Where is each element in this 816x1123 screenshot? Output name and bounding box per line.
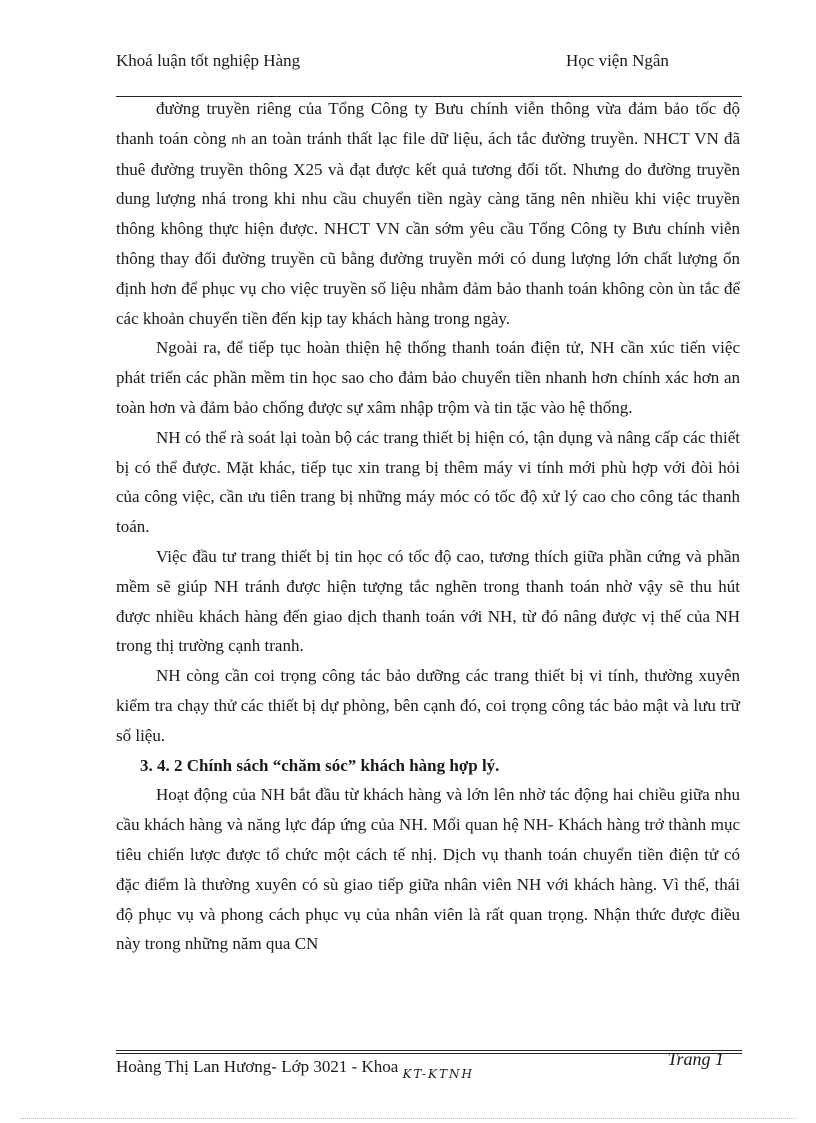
paragraph-3: NH có thể rà soát lại toàn bộ các trang thiết bị hiện có, tận dụng và nâng cấp các thiết bị có thể được. Mặt khác, tiếp tục xin trang bị thêm máy vi tính mới phù hợp với đòi hỏi của công việc, cần ưu tiên trang bị những máy móc có tốc độ xử lý cao cho công tác thanh toán.: [116, 427, 740, 537]
paragraph-5: NH còng cần coi trọng công tác bảo dưỡng các trang thiết bị vi tính, thường xuyên kiểm tra chạy thử các thiết bị dự phòng, bên cạnh đó, coi trọng công tác bảo mật và lưu trữ số liệu.: [116, 666, 740, 745]
paragraph-1-small-text: nh: [231, 131, 247, 147]
paragraph-1-part-a: đường truyền riêng của Tổng Công ty Bưu chính viễn thông vừa đảm bảo tốc độ thanh toán còng: [116, 99, 740, 148]
paragraph-1-part-b: an toàn tránh thất lạc file dữ liệu, ách tắc đường truyền. NHCT VN đã thuê đường truyền thông X25 và đạt được kết quả tương đối tốt. Nhưng do đường truyền dung lượng nhá trong khi nhu cầu chuyển tiền ngày càng tăng nên nhiều khi việc truyền thông không thực hiện được. NHCT VN cần sớm yêu cầu Tổng Công ty Bưu chính viễn thông thay đổi đường truyền cũ bằng đường truyền mới có dung lượng lớn chất lượng ổn định hơn để phục vụ cho việc truyền số liệu nhằm đảm bảo thanh toán không còn ùn tắc để các khoản chuyển tiền đến kịp tay khách hàng trong ngày.: [116, 128, 740, 328]
header-institution: Học viện Ngân: [566, 51, 669, 70]
page-bottom-dotted-line: [20, 1118, 796, 1119]
paragraph-6: Hoạt động của NH bắt đầu từ khách hàng và lớn lên nhờ tác động hai chiều giữa nhu cầu khách hàng và năng lực đáp ứng của NH. Mối quan hệ NH- Khách hàng trở thành mục tiêu chiến lược được tổ chức một cách tế nhị. Dịch vụ thanh toán chuyển tiền điện tử có đặc điểm là thường xuyên có sù giao tiếp giữa nhân viên NH với khách hàng. Vì thế, thái độ phục vụ và phong cách phục vụ của nhân viên là rất quan trọng. Nhận thức được điều này trong những năm qua CN: [116, 785, 740, 954]
footer-department: KT-KTNH: [402, 1067, 474, 1081]
header-thesis-title: Khoá luận tốt nghiệp Hàng: [116, 51, 301, 70]
paragraph-4: Việc đầu tư trang thiết bị tin học có tốc độ cao, tương thích giữa phần cứng và phần mềm sẽ giúp NH tránh được hiện tượng tắc nghẽn trong thanh toán nhờ vậy sẽ thu hút được nhiều khách hàng đến giao dịch thanh toán với NH, từ đó nâng được vị thế của NH trong thị trường cạnh tranh.: [116, 546, 740, 656]
paragraph-1: [116, 94, 740, 333]
paragraph-2: Ngoài ra, để tiếp tục hoàn thiện hệ thống thanh toán điện tử, NH cần xúc tiến việc phát triển các phần mềm tin học sao cho đảm bảo chuyển tiền nhanh hơn chính xác hơn an toàn hơn và đảm bảo chống được sự xâm nhập trộm và tin tặc vào hệ thống.: [116, 338, 740, 417]
footer-author-text: Hoàng Thị Lan Hương- Lớp 3021 - Khoa: [116, 1057, 403, 1076]
footer-page-number: Trang 1: [667, 1049, 724, 1069]
footer-rule-top: [116, 1050, 742, 1051]
footer-rule-bottom: [116, 1053, 742, 1054]
footer-author: [116, 1057, 474, 1081]
section-heading: 3. 4. 2 Chính sách “chăm sóc” khách hàng hợp lý.: [140, 755, 500, 775]
document-body: [116, 94, 740, 959]
page-footer: [116, 1049, 742, 1081]
page-header: [116, 50, 742, 96]
